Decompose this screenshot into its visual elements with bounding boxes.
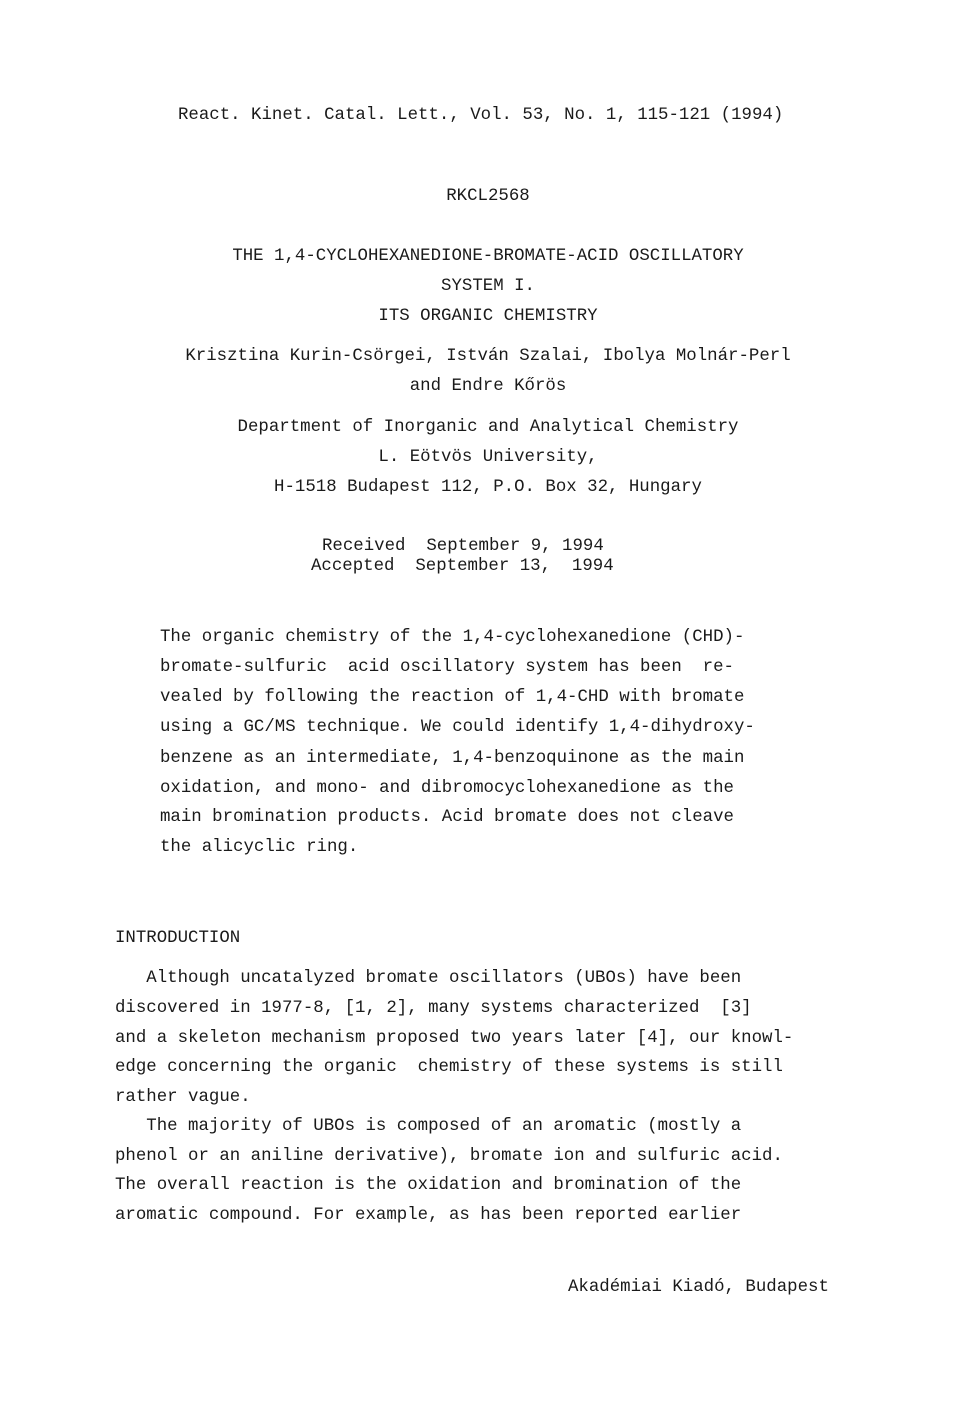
body-line: phenol or an aniline derivative), bromate ion and sulfuric acid. xyxy=(115,1147,783,1166)
title-line-2: SYSTEM I. xyxy=(441,277,535,296)
journal-citation: React. Kinet. Catal. Lett., Vol. 53, No. 1, 115-121 (1994) xyxy=(178,106,784,125)
authors-line-1: Krisztina Kurin-Csörgei, István Szalai, Ibolya Molnár-Perl xyxy=(185,347,791,366)
abstract-line: The organic chemistry of the 1,4-cyclohexanedione (CHD)- xyxy=(160,628,745,647)
introduction-heading: INTRODUCTION xyxy=(115,929,241,948)
abstract-line: oxidation, and mono- and dibromocyclohexanedione as the xyxy=(160,779,734,798)
body-line: and a skeleton mechanism proposed two years later [4], our knowl- xyxy=(115,1029,794,1048)
title-line-1: THE 1,4-CYCLOHEXANEDIONE-BROMATE-ACID OSCILLATORY xyxy=(232,247,744,266)
affiliation-line-3: H-1518 Budapest 112, P.O. Box 32, Hungary xyxy=(274,478,702,497)
abstract-line: the alicyclic ring. xyxy=(160,838,359,857)
abstract-line: bromate-sulfuric acid oscillatory system has been re- xyxy=(160,658,734,677)
body-line: The overall reaction is the oxidation and bromination of the xyxy=(115,1176,742,1195)
body-line: discovered in 1977-8, [1, 2], many systems characterized [3] xyxy=(115,999,752,1018)
article-code: RKCL2568 xyxy=(446,187,530,206)
abstract-line: vealed by following the reaction of 1,4-CHD with bromate xyxy=(160,688,745,707)
abstract-line: using a GC/MS technique. We could identify 1,4-dihydroxy- xyxy=(160,718,755,737)
abstract-line: main bromination products. Acid bromate does not cleave xyxy=(160,808,734,827)
affiliation-line-1: Department of Inorganic and Analytical Chemistry xyxy=(237,418,739,437)
body-line: aromatic compound. For example, as has been reported earlier xyxy=(115,1206,742,1225)
body-line: rather vague. xyxy=(115,1088,251,1107)
authors-line-2: and Endre Kőrös xyxy=(409,377,567,396)
received-date: Received September 9, 1994 xyxy=(322,537,604,556)
body-line: edge concerning the organic chemistry of these systems is still xyxy=(115,1058,783,1077)
body-line: Although uncatalyzed bromate oscillators (UBOs) have been xyxy=(115,969,742,988)
title-line-3: ITS ORGANIC CHEMISTRY xyxy=(378,307,598,326)
accepted-date: Accepted September 13, 1994 xyxy=(311,557,614,576)
body-line: The majority of UBOs is composed of an aromatic (mostly a xyxy=(115,1117,742,1136)
publisher-footer: Akadémiai Kiadó, Budapest xyxy=(568,1278,829,1297)
affiliation-line-2: L. Eötvös University, xyxy=(378,448,598,467)
abstract-line: benzene as an intermediate, 1,4-benzoquinone as the main xyxy=(160,749,745,768)
